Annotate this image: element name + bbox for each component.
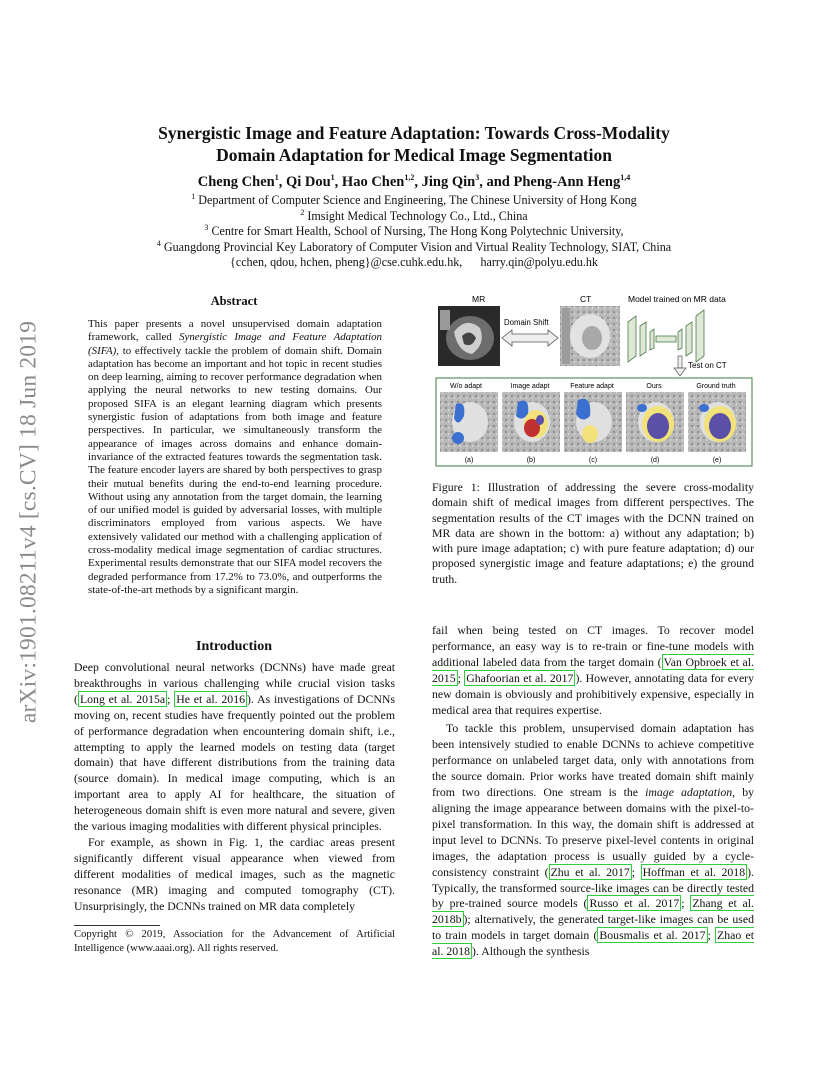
abstract-body: This paper presents a novel unsupervised domain adaptation framework, called Synergistic Image and Feature Adaptation (SIFA), to effectively tackle the problem of domain shift. Domain adaptation has become an important and hot topic in recent studies on deep learning, aiming to recover performance degradation when applying the neural networks to new testing domains. Our proposed SIFA is an elegant learning diagram which presents synergistic fusion of adaptations from both image and feature perspectives. In particular, we simultaneously transform the appearance of images across domains and enhance domain-invariance of the extracted features towards the segmentation task. The feature encoder layers are shared by both perspectives to grasp their mutual benefits during the end-to-end learning procedure. Without using any annotation from the target domain, the learning of our unified model is guided by adversarial losses, with multiple discriminators employed from various aspects. We have extensively validated our method with a challenging application of cross-modality medical image segmentation of cardiac structures. Experimental results demonstrate that our SIFA model recovers the degraded performance from 17.2% to 73.0%, and outperforms the state-of-the-art methods by a significant margin. xyxy=(88,318,382,596)
citation-link[interactable]: Russo et al. 2017 xyxy=(589,896,680,911)
copyright-footnote: Copyright © 2019, Association for the Advancement of Artificial Intelligence (www.aaai.org). All rights reserved. xyxy=(74,929,395,954)
affiliation: $^4$ Guangdong Provincial Key Laboratory of Computer Vision and Virtual Reality Technology, SIAT, China xyxy=(156,238,672,254)
result-panel-a xyxy=(440,383,498,464)
paragraph: fail when being tested on CT images. To recover model performance, an easy way is to re-train or fine-tune models with additional labeled data from the target domain ( Van Opbroek et al. 2015 ; Ghafoorian et al. 2017 ). However, annotating data for every new domain is obviously and prohibitively expensive, especially in medical area that requires expertise. xyxy=(432,623,755,717)
domain-shift-arrow xyxy=(502,318,558,346)
introduction-body xyxy=(74,660,395,915)
abstract-heading: Abstract xyxy=(210,294,258,308)
test-on-ct-label: Test on CT xyxy=(688,361,727,370)
right-column-body xyxy=(432,623,754,960)
ct-label: CT xyxy=(580,294,592,304)
model-label: Model trained on MR data xyxy=(628,294,726,304)
result-panel-b xyxy=(502,383,560,464)
panel-title: Ground truth xyxy=(696,383,736,390)
paragraph: Deep convolutional neural networks (DCNNs) have made great breakthroughs in various challenging while crucial vision tasks ( Long et al. 2015a ; He et al. 2016 ). As investigations of DCNNs moving on, recent studies have frequently pointed out the problem of performance degradation when encountering domain shift, i.e., attempting to apply the learned models on testing data (target domain) that have different distributions from the training data (source domain). In medical image computing, which is an important area to apply AI for healthcare, the situation of heterogeneous domain shift is even more natural and severe, given the various imaging modalities with different physical principles. xyxy=(74,660,395,834)
paragraph: To tackle this problem, unsupervised domain adaptation has been intensively studied to enable DCNNs to achieve competitive performance on unlabeled target data, only with annotations from the source domain. Prior works have treated domain shift mainly from two directions. One stream is the image adaptation, by aligning the image appearance between domains with the pixel-to-pixel transformation. In this way, the domain shift is addressed at input level to DCNNs. To preserve pixel-level contents in original images, the adaptation process is usually guided by a cycle-consistency constraint ( Zhu et al. 2017 ; Hoffman et al. 2018 ). Typically, the transformed source-like images can be directly tested by pre-trained source models ( Russo et al. 2017 ; Zhang et al. 2018b ); alternatively, the generated target-like images can be used to train models in target domain ( Bousmalis et al. 2017 ; Zhao et al. 2018 ). Although the synthesis xyxy=(432,721,755,959)
affiliation: $^1$ Department of Computer Science and Engineering, The Chinese University of Hong Kong xyxy=(191,191,637,207)
author: Pheng-Ann Heng$^{1,4}$ xyxy=(513,173,631,190)
panel-title: Image adapt xyxy=(510,383,550,390)
result-panel-c xyxy=(564,383,622,464)
citation-link[interactable]: Ghafoorian et al. 2017 xyxy=(466,670,574,685)
affiliations xyxy=(82,193,746,271)
panel-letter: (e) xyxy=(712,457,722,464)
segmentation-network-icon xyxy=(628,310,704,362)
citation-link[interactable]: Zhang et al. 2018b xyxy=(432,896,755,927)
citation-link[interactable]: Bousmalis et al. 2017 xyxy=(599,928,706,943)
footnote-divider xyxy=(74,925,160,926)
panel-letter: (c) xyxy=(588,457,598,464)
introduction-heading: Introduction xyxy=(196,639,272,654)
ct-image xyxy=(560,306,620,366)
result-panel-e xyxy=(688,383,746,464)
paragraph: For example, as shown in Fig. 1, the cardiac areas present significantly different visual appearance when viewed from different modalities of medical images, such as the magnetic resonance (MR) imaging and computed tomography (CT). Unsurprisingly, the DCNNs trained on MR data completely xyxy=(74,834,395,913)
citation-link[interactable]: Van Opbroek et al. 2015 xyxy=(432,654,754,685)
mr-label: MR xyxy=(472,294,486,304)
panel-title: W/o adapt xyxy=(450,383,482,390)
author: Qi Dou$^1$, xyxy=(285,173,342,190)
author: Cheng Chen$^1$, xyxy=(197,173,286,190)
domain-shift-label: Domain Shift xyxy=(504,318,549,327)
panel-letter: (a) xyxy=(464,457,474,464)
panel-title: Feature adapt xyxy=(570,383,614,390)
panel-title: Ours xyxy=(646,383,662,390)
author-list xyxy=(82,174,746,191)
author: Hao Chen$^{1,2}$, xyxy=(341,173,422,190)
citation-link[interactable]: Zhao et al. 2018 xyxy=(432,928,755,959)
citation-link[interactable]: Hoffman et al. 2018 xyxy=(642,864,746,879)
affiliation: $^3$ Centre for Smart Health, School of Nursing, The Hong Kong Polytechnic University, xyxy=(204,223,624,239)
figure-1 xyxy=(432,292,754,468)
citation-link[interactable]: He et al. 2016 xyxy=(176,691,245,706)
title-line-1: Synergistic Image and Feature Adaptation: Towards Cross-Modality xyxy=(158,123,670,143)
author: Jing Qin$^3$, and xyxy=(421,173,514,190)
affiliation: $^2$ Imsight Medical Technology Co., Ltd., China xyxy=(300,207,528,223)
citation-link[interactable]: Long et al. 2015a xyxy=(79,691,166,706)
citation-link[interactable]: Zhu et al. 2017 xyxy=(550,864,630,879)
author-emails: {cchen, qdou, hchen, pheng}@cse.cuhk.edu.hk, harry.qin@polyu.edu.hk xyxy=(230,255,598,270)
title-line-2: Domain Adaptation for Medical Image Segmentation xyxy=(216,145,612,165)
panel-letter: (d) xyxy=(650,457,660,464)
paper-title xyxy=(82,122,746,166)
mr-image xyxy=(438,306,500,366)
panel-letter: (b) xyxy=(526,457,536,464)
arxiv-identifier: arXiv:1901.08211v4 [cs.CV] 18 Jun 2019 xyxy=(15,320,42,724)
figure-1-caption: Figure 1: Illustration of addressing the severe cross-modality domain shift of medical images from different perspectives. The segmentation results of the CT images with the DCNN trained on MR data are shown in the bottom: a) without any adaptation; b) with pure image adaptation; c) with pure feature adaptation; d) our proposed synergistic image and feature adaptations; e) the ground truth. xyxy=(432,480,754,586)
result-panel-d xyxy=(626,383,684,464)
